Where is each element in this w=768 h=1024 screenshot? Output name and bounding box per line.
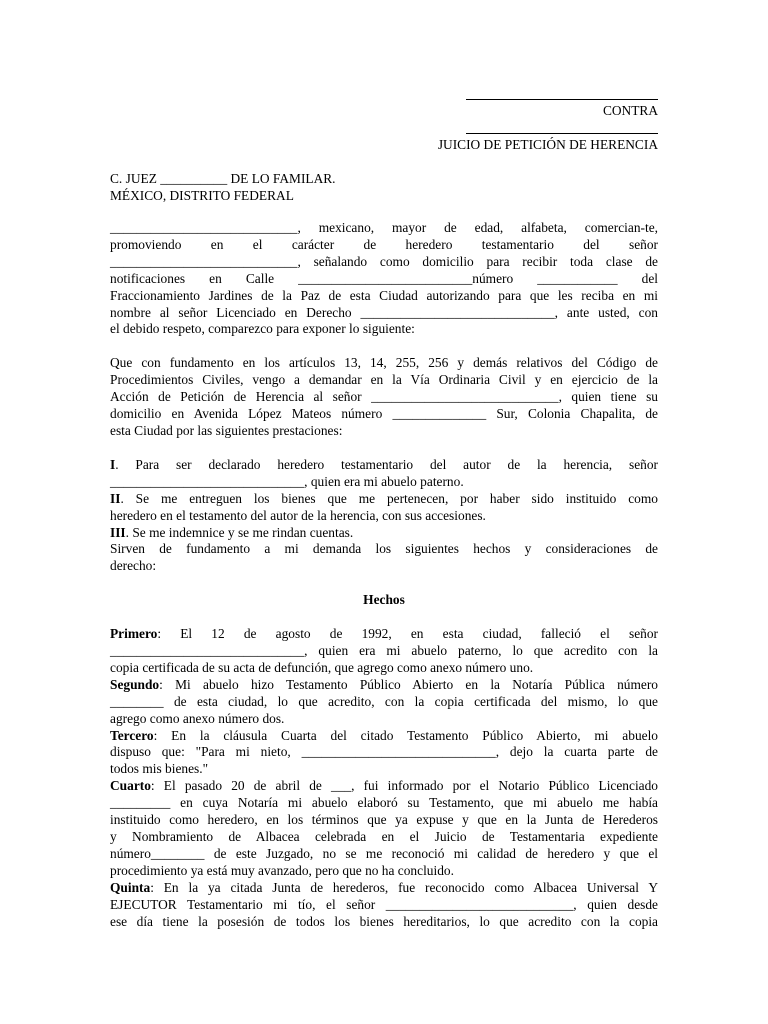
hecho-text: : El 12 de agosto de 1992, en esta ciudad, falleció el señor: [157, 626, 658, 642]
hecho-primero: [110, 626, 658, 643]
intro-line: promoviendo en el carácter de heredero testamentario del señor: [110, 236, 658, 252]
fundamento-line: derecho:: [110, 558, 157, 574]
fundamento-line: Sirven de fundamento a mi demanda los siguientes hechos y consideraciones de: [110, 541, 658, 557]
hecho-text: todos mis bienes.": [110, 761, 209, 777]
hecho-text: dispuso que: "Para mi nieto, _____________________________, dejo la cuarta parte de: [110, 744, 658, 760]
claim-paragraph: [110, 355, 658, 440]
hecho-text: procedimiento ya está muy avanzado, pero que no ha concluido.: [110, 862, 454, 878]
intro-line: Fraccionamiento Jardines de la Paz de esta Ciudad autorizando para que les reciba en mi: [110, 287, 658, 303]
intro-line: notificaciones en Calle __________________________número ____________ del: [110, 270, 658, 286]
hecho-text: : En la cláusula Cuarta del citado Testamento Público Abierto, mi abuelo: [153, 727, 658, 743]
juicio-title: JUICIO DE PETICIÓN DE HERENCIA: [437, 137, 658, 152]
hecho-text: : Mi abuelo hizo Testamento Público Abierto en la Notaría Pública número: [159, 676, 658, 692]
document-body: [110, 220, 658, 930]
claim-line: Que con fundamento en los artículos 13, 14, 255, 256 y demás relativos del Código de: [110, 355, 658, 371]
hecho-text: agrego como anexo número dos.: [110, 710, 285, 726]
hecho-label: Tercero: [110, 727, 154, 743]
prestacion-text: . Para ser declarado heredero testamentario del autor de la herencia, señor: [115, 456, 658, 472]
claim-line: esta Ciudad por las siguientes prestaciones:: [110, 422, 343, 438]
intro-line: ____________________________, mexicano, mayor de edad, alfabeta, comercian-te,: [110, 220, 658, 235]
contra-label: CONTRA: [602, 103, 658, 118]
juicio-blank-line: [466, 133, 658, 134]
claim-line: Acción de Petición de Herencia al señor ____________________________, quien tiene su: [110, 389, 658, 405]
intro-line: el debido respeto, comparezco para exponer lo siguiente:: [110, 321, 415, 337]
hecho-label: Quinta: [110, 879, 151, 895]
hechos-heading: Hechos: [363, 592, 405, 608]
hecho-text: instituido como heredero, en los términos que ya expuse y que en la Junta de Herederos: [110, 812, 658, 828]
address-city: MÉXICO, DISTRITO FEDERAL: [110, 188, 294, 203]
contra-blank-line: [466, 99, 658, 100]
intro-paragraph: [110, 220, 658, 338]
hecho-text: _________ en cuya Notaría mi abuelo elaboró su Testamento, que mi abuelo me había: [110, 795, 658, 811]
intro-line: nombre al señor Licenciado en Derecho _____________________________, ante usted, con: [110, 304, 658, 320]
prestacion-number: I: [110, 456, 116, 472]
prestacion-number: III: [110, 524, 126, 540]
prestacion-ii: [110, 491, 658, 508]
prestacion-iii: [110, 525, 658, 542]
hecho-text: ese día tiene la posesión de todos los bienes hereditarios, lo que acredito con la copia: [110, 913, 658, 929]
prestacion-text: . Se me entreguen los bienes que me pertenecen, por haber sido instituido como: [120, 490, 658, 506]
hecho-text: ________ de esta ciudad, lo que acredito, con la copia certificada del mismo, lo que: [110, 693, 658, 709]
prestaciones-list: [110, 457, 658, 575]
hecho-quinta: [110, 880, 658, 897]
hecho-text: : En la ya citada Junta de herederos, fue reconocido como Albacea Universal Y: [150, 879, 658, 895]
hecho-text: EJECUTOR Testamentario mi tío, el señor ____________________________, quien desde: [110, 896, 658, 912]
hecho-text: : El pasado 20 de abril de ___, fui informado por el Notario Público Licenciado: [150, 778, 658, 794]
hecho-text: y Nombramiento de Albacea celebrada en el Juicio de Testamentaria expediente: [110, 829, 658, 844]
prestacion-text: heredero en el testamento del autor de la herencia, con sus accesiones.: [110, 507, 486, 523]
claim-line: domicilio en Avenida López Mateos número ______________ Sur, Colonia Chapalita, de: [110, 406, 658, 422]
prestacion-number: II: [110, 490, 121, 506]
hechos-list: [110, 626, 658, 930]
intro-line: ____________________________, señalando como domicilio para recibir toda clase de: [110, 253, 658, 269]
prestacion-text: . Se me indemnice y se me rindan cuentas.: [125, 524, 354, 540]
prestacion-i: [110, 457, 658, 474]
hecho-text: _____________________________, quien era mi abuelo paterno, lo que acredito con la: [110, 643, 658, 659]
hecho-label: Primero: [110, 626, 158, 642]
hecho-label: Cuarto: [110, 778, 151, 794]
hecho-text: número________ de este Juzgado, no se me reconoció mi calidad de heredero y que el: [110, 845, 658, 861]
hecho-tercero: [110, 728, 658, 745]
hecho-text: copia certificada de su acta de defunción, que agrego como anexo número uno.: [110, 659, 534, 675]
hecho-label: Segundo: [110, 676, 160, 692]
prestacion-text: _____________________________, quien era mi abuelo paterno.: [110, 473, 464, 489]
claim-line: Procedimientos Civiles, vengo a demandar en la Vía Ordinaria Civil y en ejercicio de la: [110, 372, 658, 388]
hecho-segundo: [110, 677, 658, 694]
hecho-cuarto: [110, 778, 658, 795]
address-judge: C. JUEZ __________ DE LO FAMILAR.: [110, 171, 336, 186]
